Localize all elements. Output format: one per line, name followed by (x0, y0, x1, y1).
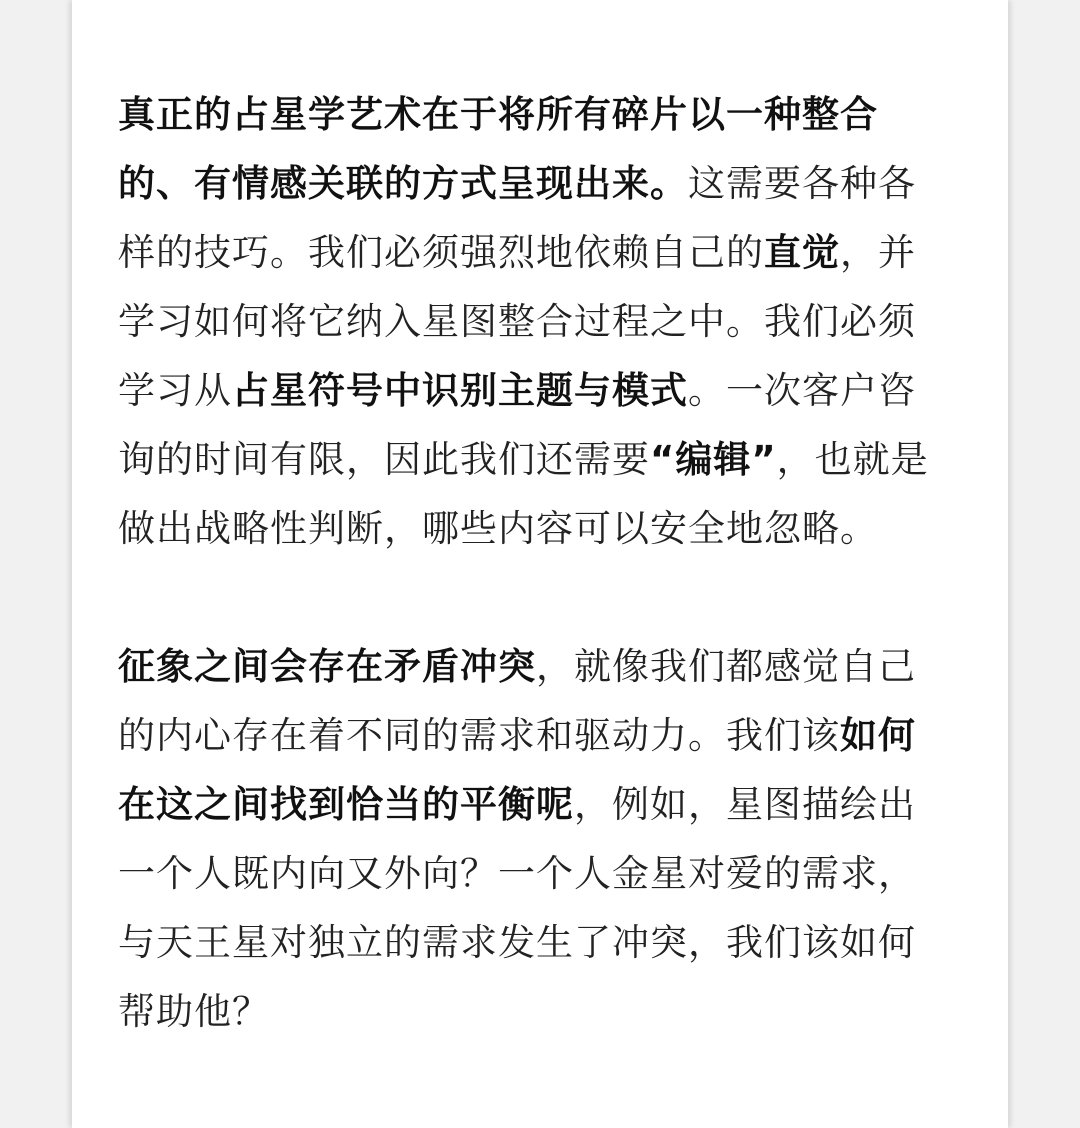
bold-text: 占星符号中识别主题与模式 (232, 369, 688, 412)
body-text: ，就像我们都感觉自己的内心存在着不同的需求和驱动力。我们该 (118, 645, 916, 757)
bold-text: “编辑” (650, 438, 777, 481)
body-text: 这需要各种各样的技巧。我们必须强烈地依赖自己的 (118, 162, 916, 274)
bold-text: 真正的占星学艺术在于将所有碎片以一种整合的、有情感关联的方式呈现出来。 (118, 93, 878, 205)
body-text: 。一次客户咨询的时间有限，因此我们还需要 (118, 369, 916, 481)
body-text: ，也就是做出战略性判断，哪些内容可以安全地忽略。 (118, 438, 929, 550)
bold-text: 直觉 (764, 231, 840, 274)
body-text: ，例如，星图描绘出一个人既内向又外向？一个人金星对爱的需求，与天王星对独立的需求发生了冲突，我们该如何帮助他？ (118, 783, 916, 1033)
article-page (72, 0, 1008, 1128)
paragraph-1 (118, 80, 948, 563)
body-text: ，并学习如何将它纳入星图整合过程之中。我们必须学习从 (118, 231, 916, 412)
bold-text: 征象之间会存在矛盾冲突 (118, 645, 536, 688)
bold-text: 如何在这之间找到恰当的平衡呢 (118, 714, 916, 826)
paragraph-2 (118, 632, 948, 1046)
